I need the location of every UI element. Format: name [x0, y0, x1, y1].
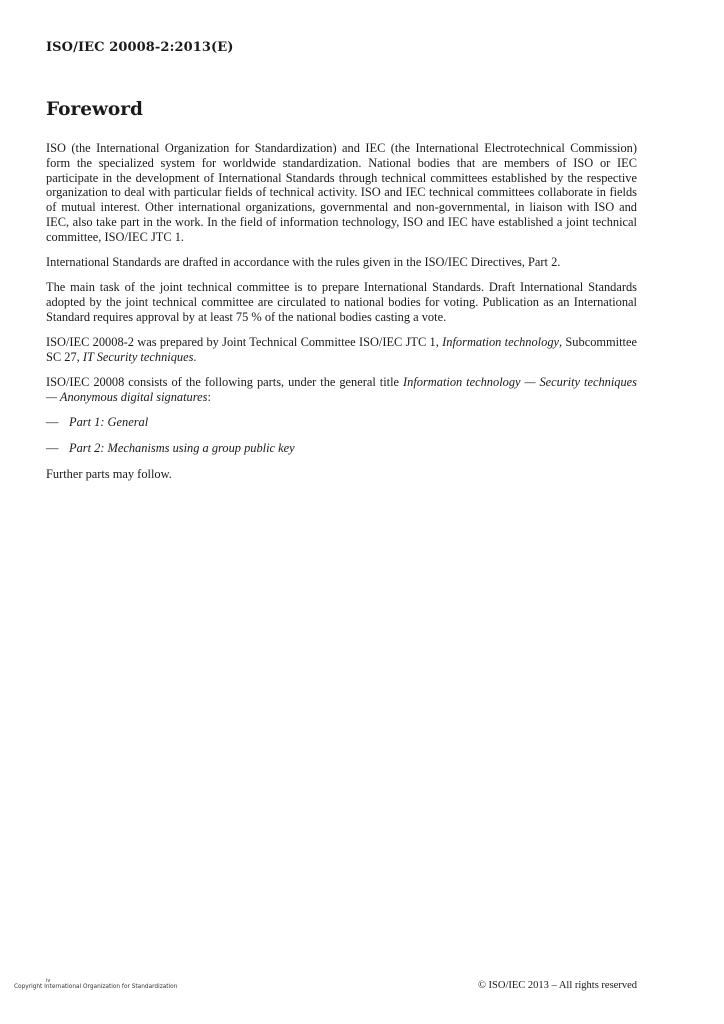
page-number: iv — [46, 978, 51, 984]
paragraph-task: The main task of the joint technical committee is to prepare International Standards. Draft International Standards adopted by the joint technical committee are circulated to national bodies for voting. Publication as an International Standard requires approval by at least 75 % of the national bodies casting a vote. — [46, 280, 637, 324]
dash-bullet: — — [46, 415, 59, 430]
copyright-watermark — [14, 978, 177, 990]
part-title: Part 2: Mechanisms using a group public key — [69, 441, 295, 456]
paragraph-parts: ISO/IEC 20008 consists of the following parts, under the general title Information technology — Security techniques — Anonymous digital signatures: — [46, 375, 638, 405]
foreword-body — [46, 141, 637, 492]
subcommittee-title: IT Security techniques — [82, 350, 194, 365]
paragraph-further-parts: Further parts may follow. — [46, 467, 172, 482]
document-identifier: ISO/IEC 20008-2:2013(E) — [46, 40, 234, 55]
section-title: Foreword — [46, 99, 143, 120]
part-title: Part 1: General — [69, 415, 149, 430]
list-item — [46, 415, 637, 430]
general-title: Information technology — Security techniques — Anonymous digital signatures — [46, 375, 638, 405]
copyright-notice: © ISO/IEC 2013 – All rights reserved — [477, 980, 637, 991]
list-item — [46, 441, 637, 456]
committee-title: Information technology — [442, 335, 560, 350]
dash-bullet: — — [46, 441, 59, 456]
paragraph-prepared-by: ISO/IEC 20008-2 was prepared by Joint Technical Committee ISO/IEC JTC 1, Information technology, Subcommittee SC 27, IT Security techniques. — [46, 335, 637, 365]
paragraph-directives: International Standards are drafted in accordance with the rules given in the ISO/IEC Directives, Part 2. — [46, 255, 561, 270]
paragraph-scope: ISO (the International Organization for Standardization) and IEC (the International Electrotechnical Commission) form the specialized system for worldwide standardization. National bodies that are members of ISO or IEC participate in the development of International Standards through technical committees established by the respective organization to deal with particular fields of technical activity. ISO and IEC technical committees collaborate in fields of mutual interest. Other international organizations, governmental and non-governmental, in liaison with ISO and IEC, also take part in the work. In the field of information technology, ISO and IEC have established a joint technical committee, ISO/IEC JTC 1. — [46, 141, 637, 244]
copyright-left-text: Copyright International Organization for Standardization — [14, 984, 178, 990]
